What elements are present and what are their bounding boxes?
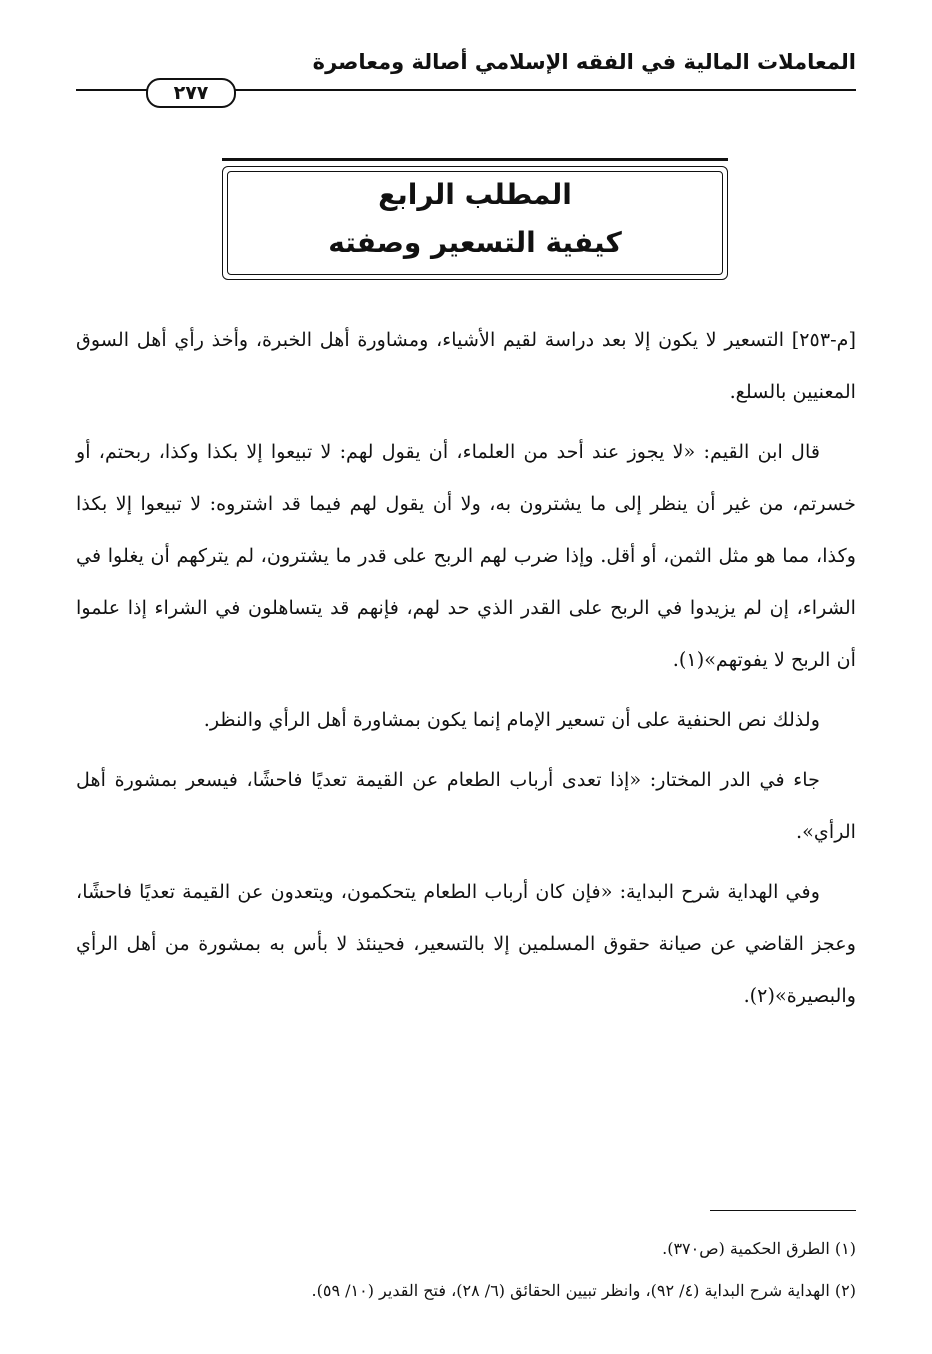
section-heading: المطلب الرابع [378,178,572,211]
title-top-rule [222,158,728,161]
paragraph: [م-٢٥٣] التسعير لا يكون إلا بعد دراسة لقيم الأشياء، ومشاورة أهل الخبرة، وأخذ رأي أهل السوق المعنيين بالسلع. [76,328,856,403]
footnote: (٢) الهداية شرح البداية (٤/ ٩٢)، وانظر تبيين الحقائق (٦/ ٢٨)، فتح القدير (١٠/ ٥٩). [311,1281,856,1300]
footnote-separator [710,1210,856,1211]
footnotes [76,1228,856,1312]
paragraph: قال ابن القيم: «لا يجوز عند أحد من العلماء، أن يقول لهم: لا تبيعوا إلا بكذا وكذا، ربحتم، أو خسرتم، من غير أن ينظر إلى ما يشترون به، ولا أن يقول لهم فيما قد اشتروه: لا تبيعوا إلا بكذا وكذا، مما هو مثل الثمن، أو أقل. وإذا ضرب لهم الربح على قدر ما يشترون، لم يتركهم أن يغلوا في الشراء، إن لم يزيدوا في الربح على القدر الذي حد لهم، فإنهم قد يتساهلون في الشراء إذا علموا أن الربح لا يفوتهم»(١). [76,440,856,671]
paragraph: وفي الهداية شرح البداية: «فإن كان أرباب الطعام يتحكمون، ويتعدون عن القيمة تعديًا فاحشًا، وعجز القاضي عن صيانة حقوق المسلمين إلا بالتسعير، فحينئذ لا بأس به بمشورة من أهل الرأي والبصيرة»(٢). [76,880,856,1007]
body-text [76,314,856,1030]
paragraph: جاء في الدر المختار: «إذا تعدى أرباب الطعام عن القيمة تعديًا فاحشًا، فيسعر بمشورة أهل الرأي». [76,768,856,843]
section-subheading: كيفية التسعير وصفته [328,226,622,259]
footnote: (١) الطرق الحكمية (ص٣٧٠). [662,1239,856,1258]
book-title: المعاملات المالية في الفقه الإسلامي أصالة ومعاصرة [312,50,856,74]
page-number: ٢٧٧ [146,78,236,108]
page-header [76,50,856,104]
paragraph: ولذلك نص الحنفية على أن تسعير الإمام إنما يكون بمشاورة أهل الرأي والنظر. [203,708,820,731]
section-title-box [222,158,728,280]
